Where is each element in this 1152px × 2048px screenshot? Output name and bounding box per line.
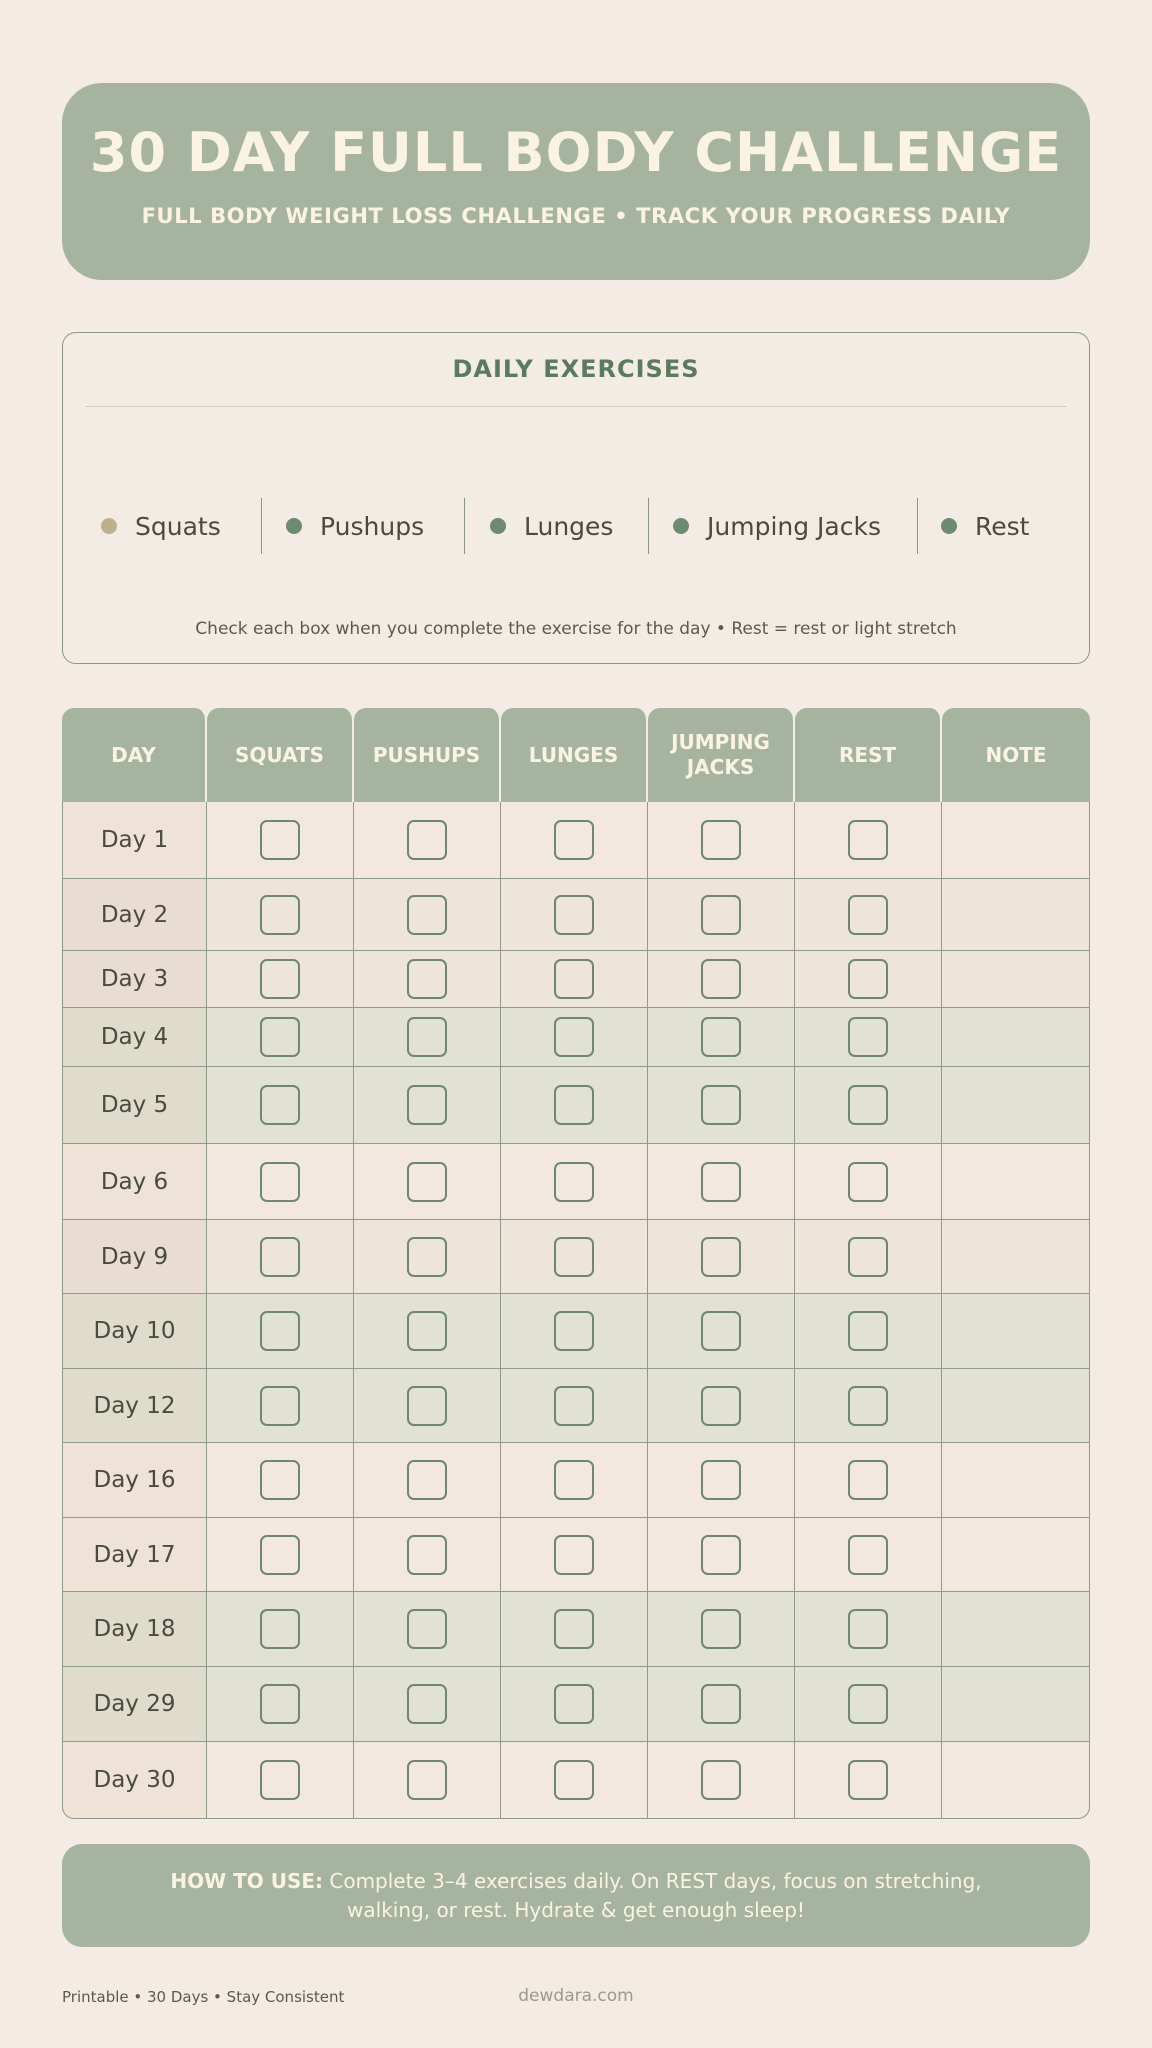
- checkbox-squats[interactable]: [260, 1386, 300, 1426]
- checkbox-pushups[interactable]: [407, 1311, 447, 1351]
- cell-pushups: [354, 1144, 501, 1220]
- cell-pushups: [354, 1742, 501, 1819]
- table-row: [62, 879, 1090, 951]
- checkbox-lunges[interactable]: [554, 1460, 594, 1500]
- cell-squats: [207, 1144, 354, 1220]
- table-body: [62, 802, 1090, 1819]
- cell-pushups: [354, 1667, 501, 1742]
- checkbox-rest[interactable]: [848, 1311, 888, 1351]
- table-row: [62, 1742, 1090, 1819]
- cell-pushups: [354, 951, 501, 1008]
- table-row: [62, 1294, 1090, 1369]
- cell-jumping-jacks: [648, 1294, 795, 1369]
- exercise-item-lunges: [490, 498, 613, 554]
- checkbox-squats[interactable]: [260, 1535, 300, 1575]
- bullet-dot-icon: [101, 518, 117, 534]
- checkbox-pushups[interactable]: [407, 1535, 447, 1575]
- table-row: [62, 1369, 1090, 1443]
- cell-rest: [795, 1294, 942, 1369]
- bullet-dot-icon: [673, 518, 689, 534]
- column-header-pushups: PUSHUPS: [354, 708, 501, 802]
- cell-jumping-jacks: [648, 1518, 795, 1592]
- page-subtitle: FULL BODY WEIGHT LOSS CHALLENGE • TRACK YOUR PROGRESS DAILY: [141, 204, 1011, 228]
- cell-jumping-jacks: [648, 1067, 795, 1144]
- bullet-dot-icon: [941, 518, 957, 534]
- table-row: [62, 1667, 1090, 1742]
- checkbox-jumping-jacks[interactable]: [701, 1609, 741, 1649]
- column-header-day: DAY: [62, 708, 207, 802]
- checkbox-rest[interactable]: [848, 1386, 888, 1426]
- checkbox-jumping-jacks[interactable]: [701, 1237, 741, 1277]
- note-cell[interactable]: [942, 802, 1090, 879]
- cell-pushups: [354, 1294, 501, 1369]
- cell-lunges: [501, 1592, 648, 1667]
- footer-website: dewdara.com: [518, 1986, 634, 2006]
- table-row: [62, 1144, 1090, 1220]
- cell-squats: [207, 1667, 354, 1742]
- checkbox-lunges[interactable]: [554, 1237, 594, 1277]
- checkbox-lunges[interactable]: [554, 895, 594, 935]
- note-cell[interactable]: [942, 1742, 1090, 1819]
- checkbox-jumping-jacks[interactable]: [701, 1162, 741, 1202]
- exercise-label: Squats: [135, 511, 221, 541]
- cell-jumping-jacks: [648, 1592, 795, 1667]
- checkbox-lunges[interactable]: [554, 1017, 594, 1057]
- exercise-label: Jumping Jacks: [707, 511, 881, 541]
- cell-squats: [207, 1067, 354, 1144]
- checkbox-jumping-jacks[interactable]: [701, 959, 741, 999]
- column-header-note: NOTE: [942, 708, 1090, 802]
- cell-lunges: [501, 1008, 648, 1067]
- checkbox-lunges[interactable]: [554, 1535, 594, 1575]
- divider: [85, 406, 1067, 407]
- cell-jumping-jacks: [648, 951, 795, 1008]
- instructions-note: Check each box when you complete the exercise for the day • Rest = rest or light stretch: [195, 619, 957, 639]
- checkbox-rest[interactable]: [848, 1760, 888, 1800]
- checkbox-pushups[interactable]: [407, 1162, 447, 1202]
- cell-rest: [795, 1067, 942, 1144]
- checkbox-lunges[interactable]: [554, 1162, 594, 1202]
- checkbox-pushups[interactable]: [407, 1460, 447, 1500]
- column-header-lunges: LUNGES: [501, 708, 648, 802]
- exercise-item-squats: [101, 498, 221, 554]
- day-label: Day 2: [62, 879, 207, 951]
- day-label: Day 29: [62, 1667, 207, 1742]
- how-to-use-text: Complete 3–4 exercises daily. On REST days, focus on stretching, walking, or rest. Hydrate & get enough sleep!: [323, 1869, 982, 1922]
- checkbox-jumping-jacks[interactable]: [701, 1535, 741, 1575]
- table-row: [62, 951, 1090, 1008]
- exercise-label: Pushups: [320, 511, 425, 541]
- table-header-row: [62, 708, 1090, 802]
- exercise-item-rest: [941, 498, 1029, 554]
- column-header-squats: SQUATS: [207, 708, 354, 802]
- cell-jumping-jacks: [648, 1369, 795, 1443]
- checkbox-pushups[interactable]: [407, 895, 447, 935]
- cell-squats: [207, 1220, 354, 1294]
- day-label: Day 18: [62, 1592, 207, 1667]
- checkbox-rest[interactable]: [848, 1017, 888, 1057]
- day-label: Day 16: [62, 1443, 207, 1518]
- cell-squats: [207, 802, 354, 879]
- checkbox-rest[interactable]: [848, 895, 888, 935]
- exercise-label: Lunges: [524, 511, 614, 541]
- cell-squats: [207, 879, 354, 951]
- checkbox-rest[interactable]: [848, 1162, 888, 1202]
- exercise-item-jumping-jacks: [673, 498, 881, 554]
- note-cell[interactable]: [942, 1220, 1090, 1294]
- cell-rest: [795, 1144, 942, 1220]
- separator: [648, 498, 649, 554]
- checkbox-lunges[interactable]: [554, 1684, 594, 1724]
- checkbox-lunges[interactable]: [554, 1609, 594, 1649]
- day-label: Day 3: [62, 951, 207, 1008]
- separator: [464, 498, 465, 554]
- how-to-use-label: HOW TO USE:: [170, 1869, 324, 1893]
- cell-pushups: [354, 802, 501, 879]
- checkbox-rest[interactable]: [848, 959, 888, 999]
- cell-pushups: [354, 879, 501, 951]
- note-cell[interactable]: [942, 1592, 1090, 1667]
- checkbox-rest[interactable]: [848, 1085, 888, 1125]
- cell-lunges: [501, 951, 648, 1008]
- day-label: Day 6: [62, 1144, 207, 1220]
- cell-pushups: [354, 1592, 501, 1667]
- separator: [917, 498, 918, 554]
- day-label: Day 4: [62, 1008, 207, 1067]
- cell-rest: [795, 951, 942, 1008]
- note-cell[interactable]: [942, 879, 1090, 951]
- checkbox-jumping-jacks[interactable]: [701, 1460, 741, 1500]
- exercise-list: [63, 498, 1089, 554]
- table-row: [62, 1220, 1090, 1294]
- checkbox-squats[interactable]: [260, 1760, 300, 1800]
- checkbox-lunges[interactable]: [554, 1760, 594, 1800]
- checkbox-lunges[interactable]: [554, 1386, 594, 1426]
- exercise-item-pushups: [286, 498, 424, 554]
- exercise-label: Rest: [975, 511, 1030, 541]
- checkbox-pushups[interactable]: [407, 1085, 447, 1125]
- challenge-header: [62, 83, 1090, 280]
- cell-lunges: [501, 802, 648, 879]
- cell-jumping-jacks: [648, 802, 795, 879]
- checkbox-rest[interactable]: [848, 820, 888, 860]
- cell-rest: [795, 1667, 942, 1742]
- daily-exercises-panel: [62, 332, 1090, 664]
- checkbox-rest[interactable]: [848, 1609, 888, 1649]
- cell-squats: [207, 1592, 354, 1667]
- checkbox-squats[interactable]: [260, 1311, 300, 1351]
- day-label: Day 17: [62, 1518, 207, 1592]
- checkbox-rest[interactable]: [848, 1535, 888, 1575]
- checkbox-jumping-jacks[interactable]: [701, 820, 741, 860]
- footer-tagline: Printable • 30 Days • Stay Consistent: [62, 1988, 345, 2006]
- checkbox-pushups[interactable]: [407, 959, 447, 999]
- cell-rest: [795, 1742, 942, 1819]
- cell-squats: [207, 1008, 354, 1067]
- note-cell[interactable]: [942, 1518, 1090, 1592]
- checkbox-squats[interactable]: [260, 820, 300, 860]
- day-label: Day 9: [62, 1220, 207, 1294]
- cell-jumping-jacks: [648, 1443, 795, 1518]
- day-label: Day 10: [62, 1294, 207, 1369]
- cell-lunges: [501, 1220, 648, 1294]
- day-label: Day 12: [62, 1369, 207, 1443]
- cell-rest: [795, 1369, 942, 1443]
- cell-rest: [795, 1592, 942, 1667]
- checkbox-lunges[interactable]: [554, 1085, 594, 1125]
- note-cell[interactable]: [942, 951, 1090, 1008]
- cell-lunges: [501, 1667, 648, 1742]
- daily-exercises-title: DAILY EXERCISES: [452, 355, 700, 383]
- cell-jumping-jacks: [648, 1742, 795, 1819]
- cell-lunges: [501, 1518, 648, 1592]
- cell-lunges: [501, 879, 648, 951]
- day-label: Day 5: [62, 1067, 207, 1144]
- checkbox-rest[interactable]: [848, 1684, 888, 1724]
- checkbox-jumping-jacks[interactable]: [701, 1684, 741, 1724]
- cell-rest: [795, 1518, 942, 1592]
- cell-squats: [207, 1518, 354, 1592]
- table-row: [62, 802, 1090, 879]
- checkbox-lunges[interactable]: [554, 959, 594, 999]
- table-row: [62, 1067, 1090, 1144]
- cell-jumping-jacks: [648, 1144, 795, 1220]
- cell-rest: [795, 1220, 942, 1294]
- cell-pushups: [354, 1008, 501, 1067]
- cell-jumping-jacks: [648, 1008, 795, 1067]
- cell-squats: [207, 1294, 354, 1369]
- checkbox-jumping-jacks[interactable]: [701, 1386, 741, 1426]
- table-row: [62, 1008, 1090, 1067]
- cell-lunges: [501, 1144, 648, 1220]
- checkbox-squats[interactable]: [260, 895, 300, 935]
- progress-table: [62, 708, 1090, 1819]
- note-cell[interactable]: [942, 1443, 1090, 1518]
- cell-squats: [207, 951, 354, 1008]
- checkbox-squats[interactable]: [260, 1162, 300, 1202]
- cell-rest: [795, 879, 942, 951]
- cell-lunges: [501, 1067, 648, 1144]
- cell-lunges: [501, 1369, 648, 1443]
- cell-squats: [207, 1443, 354, 1518]
- checkbox-pushups[interactable]: [407, 1017, 447, 1057]
- checkbox-pushups[interactable]: [407, 820, 447, 860]
- checkbox-pushups[interactable]: [407, 1684, 447, 1724]
- note-cell[interactable]: [942, 1369, 1090, 1443]
- column-header-rest: REST: [795, 708, 942, 802]
- note-cell[interactable]: [942, 1008, 1090, 1067]
- day-label: Day 1: [62, 802, 207, 879]
- checkbox-pushups[interactable]: [407, 1609, 447, 1649]
- cell-lunges: [501, 1742, 648, 1819]
- checkbox-jumping-jacks[interactable]: [701, 1760, 741, 1800]
- cell-rest: [795, 1008, 942, 1067]
- checkbox-pushups[interactable]: [407, 1237, 447, 1277]
- cell-rest: [795, 802, 942, 879]
- checkbox-jumping-jacks[interactable]: [701, 895, 741, 935]
- cell-squats: [207, 1742, 354, 1819]
- note-cell[interactable]: [942, 1144, 1090, 1220]
- cell-jumping-jacks: [648, 1220, 795, 1294]
- checkbox-squats[interactable]: [260, 959, 300, 999]
- cell-pushups: [354, 1369, 501, 1443]
- checkbox-squats[interactable]: [260, 1460, 300, 1500]
- table-row: [62, 1518, 1090, 1592]
- day-label: Day 30: [62, 1742, 207, 1819]
- note-cell[interactable]: [942, 1067, 1090, 1144]
- checkbox-lunges[interactable]: [554, 1311, 594, 1351]
- cell-jumping-jacks: [648, 1667, 795, 1742]
- cell-lunges: [501, 1294, 648, 1369]
- checkbox-pushups[interactable]: [407, 1760, 447, 1800]
- bullet-dot-icon: [286, 518, 302, 534]
- page-title: 30 DAY FULL BODY CHALLENGE: [89, 121, 1063, 184]
- table-row: [62, 1592, 1090, 1667]
- cell-lunges: [501, 1443, 648, 1518]
- checkbox-pushups[interactable]: [407, 1386, 447, 1426]
- cell-pushups: [354, 1067, 501, 1144]
- bullet-dot-icon: [490, 518, 506, 534]
- cell-jumping-jacks: [648, 879, 795, 951]
- note-cell[interactable]: [942, 1667, 1090, 1742]
- cell-pushups: [354, 1518, 501, 1592]
- note-cell[interactable]: [942, 1294, 1090, 1369]
- checkbox-lunges[interactable]: [554, 820, 594, 860]
- checkbox-rest[interactable]: [848, 1460, 888, 1500]
- cell-pushups: [354, 1220, 501, 1294]
- checkbox-jumping-jacks[interactable]: [701, 1085, 741, 1125]
- checkbox-squats[interactable]: [260, 1237, 300, 1277]
- how-to-use-banner: [62, 1844, 1090, 1947]
- checkbox-jumping-jacks[interactable]: [701, 1017, 741, 1057]
- cell-squats: [207, 1369, 354, 1443]
- checkbox-rest[interactable]: [848, 1237, 888, 1277]
- column-header-jumping-jacks: JUMPING JACKS: [648, 708, 795, 802]
- checkbox-squats[interactable]: [260, 1017, 300, 1057]
- separator: [261, 498, 262, 554]
- cell-pushups: [354, 1443, 501, 1518]
- table-row: [62, 1443, 1090, 1518]
- checkbox-jumping-jacks[interactable]: [701, 1311, 741, 1351]
- cell-rest: [795, 1443, 942, 1518]
- checkbox-squats[interactable]: [260, 1609, 300, 1649]
- checkbox-squats[interactable]: [260, 1085, 300, 1125]
- checkbox-squats[interactable]: [260, 1684, 300, 1724]
